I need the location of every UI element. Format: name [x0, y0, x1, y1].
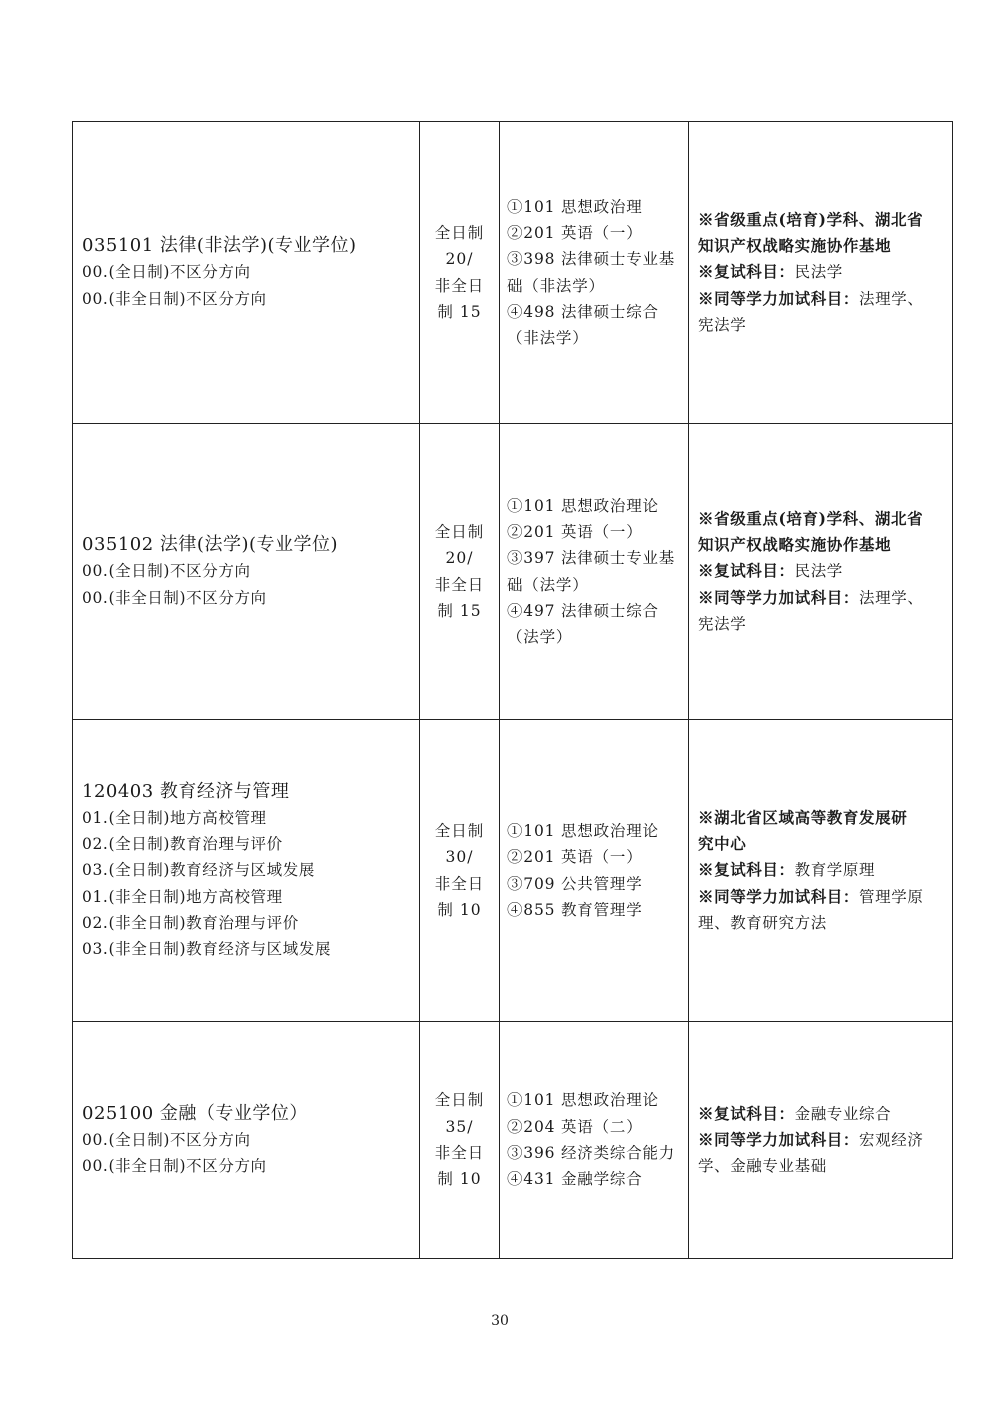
direction-item: 03.(非全日制)教育经济与区域发展	[82, 940, 332, 959]
quota-line: 20/	[445, 250, 474, 269]
quota-line: 全日制	[434, 1091, 485, 1110]
quota-line: 非全日	[434, 575, 485, 594]
remarks-cell	[689, 424, 953, 720]
quota-cell	[420, 720, 500, 1022]
major-cell	[73, 122, 420, 424]
remarks-cell	[689, 1022, 953, 1259]
quota-line: 全日制	[434, 223, 485, 242]
direction-item: 00.(非全日制)不区分方向	[82, 1157, 267, 1175]
retest-value: 金融专业综合	[794, 1104, 892, 1123]
extra-test-value: 管理学原	[859, 887, 924, 906]
direction-item: 03.(全日制)教育经济与区域发展	[82, 861, 315, 880]
quota-cell	[420, 1022, 500, 1259]
exam-subject: ④855 教育管理学	[507, 900, 643, 919]
page-number: 30	[491, 1313, 509, 1329]
exam-subject: ①101 思想政治理论	[507, 496, 659, 515]
remark-base: 知识产权战略实施协作基地	[698, 236, 892, 256]
retest-label: ※复试科目：	[698, 860, 795, 880]
remarks-cell	[689, 122, 953, 424]
extra-test-value: 理、教育研究方法	[698, 913, 827, 932]
exam-subject: ①101 思想政治理	[507, 197, 643, 216]
direction-item: 01.(全日制)地方高校管理	[82, 808, 267, 827]
remark-base: ※省级重点(培育)学科、湖北省	[698, 508, 924, 528]
extra-test-label: ※同等学力加试科目：	[698, 288, 860, 308]
direction-item: 02.(非全日制)教育治理与评价	[82, 913, 299, 932]
extra-test-value: 宪法学	[698, 614, 747, 633]
direction-item: 01.(非全日制)地方高校管理	[82, 887, 283, 906]
exam-subjects-cell	[500, 424, 689, 720]
exam-subject: ②201 英语（一）	[507, 848, 643, 867]
extra-test-label: ※同等学力加试科目：	[698, 1129, 860, 1149]
major-cell	[73, 1022, 420, 1259]
retest-value: 民法学	[794, 263, 843, 282]
major-cell	[73, 720, 420, 1022]
quota-line: 20/	[445, 549, 474, 568]
remark-base: 知识产权战略实施协作基地	[698, 535, 892, 555]
exam-subject: 础（非法学）	[507, 276, 605, 295]
exam-subject: （非法学）	[507, 329, 589, 348]
exam-subject: ③398 法律硕士专业基	[507, 250, 676, 269]
table-row	[73, 1022, 953, 1259]
exam-subject: ④431 金融学综合	[507, 1170, 643, 1189]
retest-value: 教育学原理	[794, 861, 876, 880]
exam-subjects-cell	[500, 1022, 689, 1259]
direction-item: 02.(全日制)教育治理与评价	[82, 834, 283, 853]
quota-line: 全日制	[434, 522, 485, 541]
quota-line: 制 15	[437, 302, 482, 321]
remark-base: ※湖北省区域高等教育发展研	[698, 807, 908, 827]
exam-subject: ②204 英语（二）	[507, 1117, 643, 1136]
exam-subject: ③397 法律硕士专业基	[507, 549, 676, 568]
retest-label: ※复试科目：	[698, 262, 795, 282]
direction-item: 00.(非全日制)不区分方向	[82, 289, 267, 308]
exam-subject: ③709 公共管理学	[507, 874, 643, 893]
direction-item: 00.(全日制)不区分方向	[82, 562, 251, 581]
quota-cell	[420, 424, 500, 720]
quota-line: 35/	[445, 1117, 474, 1136]
quota-line: 制 10	[437, 1170, 482, 1189]
retest-label: ※复试科目：	[698, 561, 795, 581]
exam-subject: ①101 思想政治理论	[507, 821, 659, 840]
extra-test-value: 宏观经济	[859, 1130, 924, 1149]
extra-test-value: 宪法学	[698, 315, 747, 334]
remark-base: 究中心	[698, 834, 747, 854]
table-row	[73, 122, 953, 424]
direction-item: 00.(非全日制)不区分方向	[82, 588, 267, 607]
quota-line: 30/	[445, 848, 474, 867]
table-row	[73, 720, 953, 1022]
quota-line: 制 15	[437, 601, 482, 620]
major-title: 025100 金融（专业学位）	[82, 1102, 308, 1124]
extra-test-value: 法理学、	[859, 588, 924, 607]
remarks-cell	[689, 720, 953, 1022]
quota-line: 非全日	[434, 276, 485, 295]
exam-subject: ④497 法律硕士综合	[507, 601, 659, 620]
extra-test-label: ※同等学力加试科目：	[698, 587, 860, 607]
exam-subject: ②201 英语（一）	[507, 223, 643, 242]
major-cell	[73, 424, 420, 720]
exam-subject: ③396 经济类综合能力	[507, 1144, 676, 1162]
exam-subject: ④498 法律硕士综合	[507, 302, 659, 321]
exam-subjects-cell	[500, 122, 689, 424]
major-title: 035101 法律(非法学)(专业学位)	[82, 235, 357, 257]
direction-item: 00.(全日制)不区分方向	[82, 263, 251, 282]
remark-base: ※省级重点(培育)学科、湖北省	[698, 209, 924, 229]
quota-line: 非全日	[434, 1144, 485, 1162]
quota-cell	[420, 122, 500, 424]
direction-item: 00.(全日制)不区分方向	[82, 1130, 251, 1149]
major-title: 035102 法律(法学)(专业学位)	[82, 534, 339, 556]
table-row	[73, 424, 953, 720]
extra-test-value: 法理学、	[859, 289, 924, 308]
exam-subject: ②201 英语（一）	[507, 522, 643, 541]
enrollment-table	[72, 121, 953, 1259]
exam-subject: ①101 思想政治理论	[507, 1091, 659, 1110]
retest-label: ※复试科目：	[698, 1103, 795, 1123]
quota-line: 非全日	[434, 874, 485, 893]
exam-subjects-cell	[500, 720, 689, 1022]
retest-value: 民法学	[794, 562, 843, 581]
major-title: 120403 教育经济与管理	[82, 780, 290, 802]
extra-test-value: 学、金融专业基础	[698, 1157, 827, 1176]
quota-line: 制 10	[437, 900, 482, 919]
exam-subject: 础（法学）	[507, 575, 589, 594]
quota-line: 全日制	[434, 821, 485, 840]
extra-test-label: ※同等学力加试科目：	[698, 886, 860, 906]
exam-subject: （法学）	[507, 628, 573, 647]
